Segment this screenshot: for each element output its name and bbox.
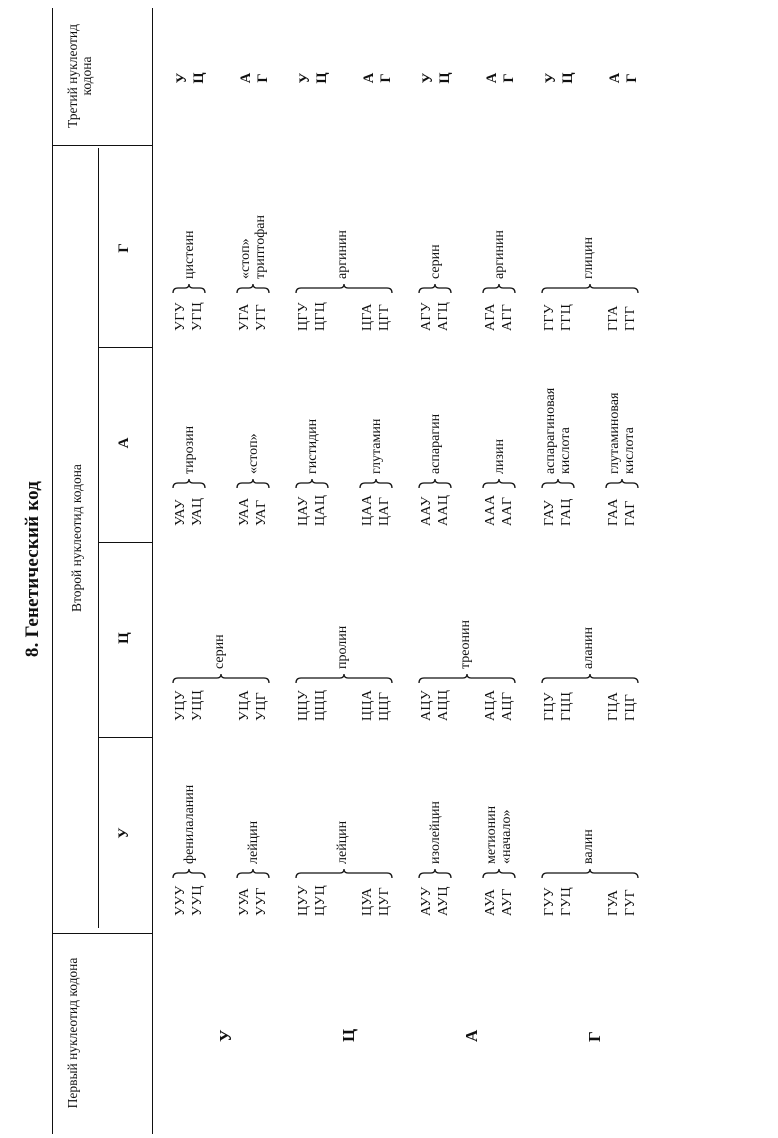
codon-group-brace	[295, 478, 329, 490]
third-base-c: Ц	[191, 72, 207, 84]
amino-acid: гистидин	[305, 418, 320, 474]
third-base-g: Г	[378, 73, 394, 83]
codon: ГЦА	[606, 691, 621, 721]
codon-group-brace	[295, 283, 393, 295]
codon: УГГ	[254, 304, 269, 331]
amino-acid-line2: «начало»	[499, 809, 514, 864]
codon: УГУ	[173, 302, 188, 331]
codon: АГА	[483, 303, 498, 331]
amino-acid: аргинин	[335, 230, 350, 279]
third-base-g: Г	[255, 73, 271, 83]
codon: ГГА	[606, 305, 621, 331]
codon: УАГ	[254, 499, 269, 526]
codon: УГЦ	[190, 301, 205, 331]
codon: АГГ	[500, 303, 515, 331]
codon: ЦГГ	[377, 303, 392, 331]
codon: УЦА	[237, 689, 252, 721]
amino-acid: «стоп»	[246, 433, 261, 474]
third-base-a: А	[361, 72, 377, 84]
codon: УУА	[237, 887, 252, 916]
third-base-a: А	[607, 72, 623, 84]
amino-acid: аспарагиновая	[543, 387, 558, 474]
codon-group-brace	[541, 673, 639, 685]
codon-group-brace	[295, 868, 393, 880]
amino-acid: изолейцин	[428, 801, 443, 864]
codon: ГЦГ	[623, 693, 638, 721]
third-base-u: У	[543, 72, 559, 84]
codon: ЦАГ	[377, 496, 392, 526]
codon-group-brace	[541, 868, 639, 880]
codon: УУГ	[254, 887, 269, 916]
third-base-c: Ц	[560, 72, 576, 84]
third-base-a: А	[238, 72, 254, 84]
second-base-u: У	[116, 827, 132, 839]
amino-acid: лейцин	[246, 820, 261, 864]
codon: АУЦ	[436, 886, 451, 916]
amino-acid: аспарагин	[428, 413, 443, 474]
amino-acid: метионин	[484, 805, 499, 864]
codon: ЦУЦ	[313, 884, 328, 916]
codon-group-brace	[359, 478, 393, 490]
third-base-u: У	[174, 72, 190, 84]
codon-group-brace	[418, 673, 516, 685]
codon: ГУГ	[623, 889, 638, 916]
codon: ГЦУ	[542, 691, 557, 721]
amino-acid: глутамин	[369, 418, 384, 474]
codon: АГУ	[419, 301, 434, 331]
amino-acid: валин	[581, 829, 596, 864]
first-nucleotide-header: Первый нуклеотид кодона	[65, 957, 80, 1109]
third-base-g: Г	[624, 73, 640, 83]
amino-acid-line2: триптофан	[253, 215, 268, 279]
codon: ГУУ	[542, 887, 557, 916]
third-base-u: У	[297, 72, 313, 84]
third-base-c: Ц	[437, 72, 453, 84]
codon: УУУ	[173, 885, 188, 916]
first-base-a: А	[462, 1029, 481, 1042]
codon: ЦЦГ	[377, 691, 392, 721]
amino-acid: тирозин	[182, 425, 197, 474]
codon: АЦА	[483, 689, 498, 721]
codon: ЦЦЦ	[313, 689, 328, 721]
codon: ГАУ	[542, 499, 557, 526]
codon-group-brace	[172, 478, 206, 490]
amino-acid: лейцин	[335, 820, 350, 864]
second-header-rule	[98, 148, 99, 928]
codon: АУГ	[500, 888, 515, 916]
codon: АУУ	[419, 886, 434, 916]
codon-group-brace	[172, 868, 206, 880]
codon: АЦГ	[500, 691, 515, 721]
codon-group-brace	[236, 478, 270, 490]
amino-acid: цистеин	[182, 230, 197, 279]
codon: УЦГ	[254, 691, 269, 721]
codon: ГАА	[606, 498, 621, 526]
second-base-g: Г	[116, 243, 132, 253]
codon-group-brace	[236, 283, 270, 295]
codon: ААУ	[419, 496, 434, 526]
codon: ГАЦ	[559, 498, 574, 526]
table-top-rule	[52, 8, 53, 1134]
codon-group-brace	[541, 283, 639, 295]
codon: ЦУУ	[296, 885, 311, 916]
codon-group-brace	[482, 868, 516, 880]
codon: ЦГЦ	[313, 301, 328, 331]
codon: ААА	[483, 494, 498, 526]
first-base-c: Ц	[339, 1028, 358, 1042]
codon: АЦЦ	[436, 689, 451, 721]
codon: АУА	[483, 888, 498, 916]
amino-acid: серин	[212, 634, 227, 669]
codon: ААГ	[500, 496, 515, 526]
amino-acid: «стоп»	[238, 238, 253, 279]
second-base-a: А	[116, 437, 132, 449]
amino-acid: фенилаланин	[182, 784, 197, 864]
codon-group-brace	[236, 868, 270, 880]
codon: УЦУ	[173, 690, 188, 721]
codon: АЦУ	[419, 689, 434, 721]
header-bottom-rule	[152, 8, 153, 1134]
first-base-g: Г	[585, 1031, 604, 1042]
codon: ЦАУ	[296, 496, 311, 526]
codon: ГЦЦ	[559, 691, 574, 721]
codon-group-brace	[541, 478, 575, 490]
third-base-a: А	[484, 72, 500, 84]
first-base-u: У	[216, 1029, 235, 1042]
codon-group-brace	[295, 673, 393, 685]
codon: ГГЦ	[559, 303, 574, 331]
third-nucleotide-header: Третий нуклеотид кодона	[65, 23, 95, 129]
codon: УУЦ	[190, 885, 205, 916]
amino-acid: пролин	[335, 625, 350, 669]
codon: ЦЦА	[360, 689, 375, 721]
codon: УАУ	[173, 499, 188, 526]
codon: АГЦ	[436, 301, 451, 331]
codon: ЦГА	[360, 303, 375, 331]
codon: ГУА	[606, 889, 621, 916]
codon: ЦУА	[360, 887, 375, 916]
second-nucleotide-header: Второй нуклеотид кодона	[69, 464, 84, 612]
codon-group-brace	[418, 868, 452, 880]
codon-group-brace	[418, 283, 452, 295]
amino-acid-line2: кислота	[622, 427, 637, 474]
codon-group-brace	[172, 673, 270, 685]
codon: ЦЦУ	[296, 689, 311, 721]
third-base-u: У	[420, 72, 436, 84]
codon: ГАГ	[623, 500, 638, 526]
codon: УАА	[237, 497, 252, 526]
amino-acid-line2: кислота	[558, 427, 573, 474]
amino-acid: аргинин	[492, 230, 507, 279]
codon: ГГУ	[542, 304, 557, 331]
codon: ЦУГ	[377, 886, 392, 916]
codon-group-brace	[482, 478, 516, 490]
codon: ЦГУ	[296, 301, 311, 331]
codon: УГА	[237, 303, 252, 331]
codon-group-brace	[605, 478, 639, 490]
codon-group-brace	[172, 283, 206, 295]
amino-acid: треонин	[458, 620, 473, 669]
header-divider-left	[52, 933, 152, 934]
codon-group-brace	[482, 283, 516, 295]
amino-acid: глицин	[581, 237, 596, 279]
codon: УАЦ	[190, 497, 205, 526]
second-base-c: Ц	[116, 632, 132, 644]
amino-acid: глутаминовая	[607, 392, 622, 474]
amino-acid: аланин	[581, 626, 596, 669]
codon: УЦЦ	[190, 689, 205, 721]
codon: ГУЦ	[559, 886, 574, 916]
amino-acid: серин	[428, 244, 443, 279]
third-base-c: Ц	[314, 72, 330, 84]
amino-acid: лизин	[492, 439, 507, 474]
codon-group-brace	[418, 478, 452, 490]
codon: ААЦ	[436, 494, 451, 526]
codon: ГГГ	[623, 305, 638, 331]
third-base-g: Г	[501, 73, 517, 83]
codon: ЦАА	[360, 494, 375, 526]
page-title: 8. Генетический код	[22, 480, 43, 658]
codon: ЦАЦ	[313, 494, 328, 526]
header-divider-right	[52, 145, 152, 146]
